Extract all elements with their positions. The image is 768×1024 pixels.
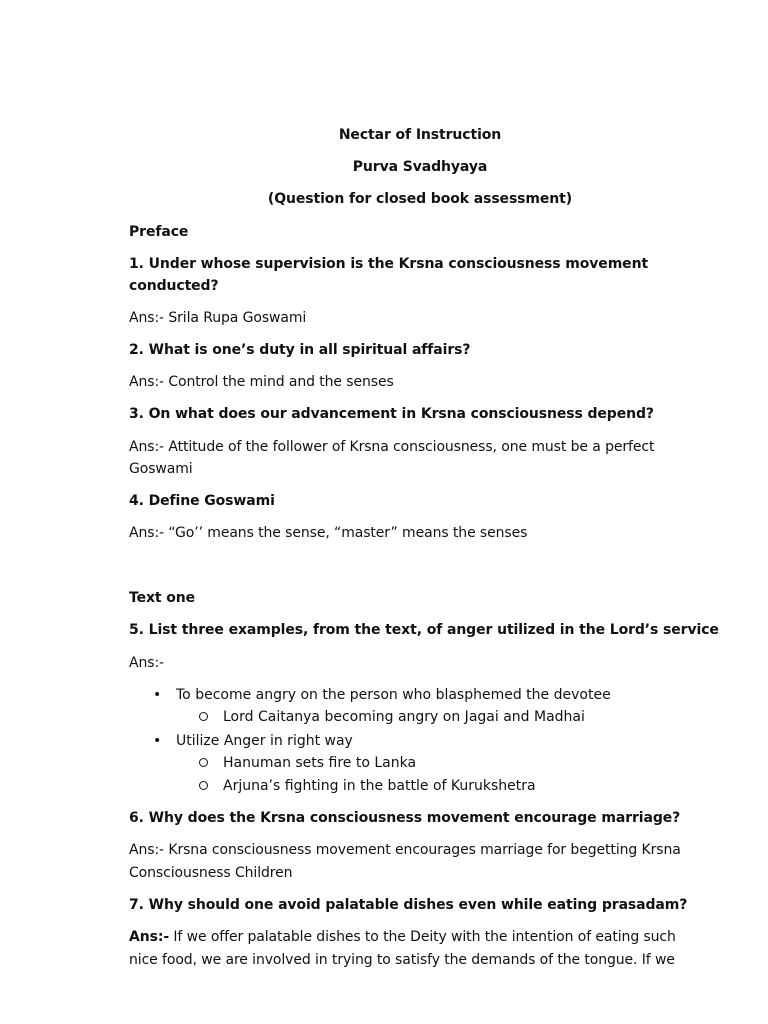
- answer-7-text: If we offer palatable dishes to the Deity with the intention of eating such: [169, 929, 676, 945]
- question-3: 3. On what does our advancement in Krsna consciousness depend?: [129, 406, 654, 422]
- question-1-line-1: 1. Under whose supervision is the Krsna consciousness movement: [129, 256, 649, 272]
- question-6: 6. Why does the Krsna consciousness movement encourage marriage?: [129, 810, 681, 826]
- list-item: Arjuna’s fighting in the battle of Kurukshetra: [223, 778, 536, 794]
- answer-2: Ans:- Control the mind and the senses: [129, 374, 394, 390]
- question-4: 4. Define Goswami: [129, 493, 275, 509]
- circle-bullet-icon: [199, 781, 208, 790]
- list-item: Utilize Anger in right way: [176, 733, 353, 749]
- answer-3-line-1: Ans:- Attitude of the follower of Krsna consciousness, one must be a perfect: [129, 439, 655, 455]
- answer-4: Ans:- “Go’’ means the sense, “master” means the senses: [129, 525, 528, 541]
- answer-1: Ans:- Srila Rupa Goswami: [129, 310, 307, 326]
- bullet-icon: •: [153, 733, 162, 749]
- document-note: (Question for closed book assessment): [267, 191, 573, 207]
- bullet-icon: •: [153, 687, 162, 703]
- answer-5-label: Ans:-: [129, 655, 165, 671]
- question-1-line-2: conducted?: [129, 278, 219, 294]
- document-title: Nectar of Instruction: [338, 127, 502, 143]
- section-heading-preface: Preface: [129, 224, 189, 240]
- answer-6-line-1: Ans:- Krsna consciousness movement encourages marriage for begetting Krsna: [129, 842, 681, 858]
- answer-7-line-2: nice food, we are involved in trying to satisfy the demands of the tongue. If we: [129, 952, 675, 968]
- question-7: 7. Why should one avoid palatable dishes even while eating prasadam?: [129, 897, 688, 913]
- answer-7-line-1: [129, 929, 676, 945]
- list-item: Lord Caitanya becoming angry on Jagai and Madhai: [223, 709, 585, 725]
- question-5: 5. List three examples, from the text, of anger utilized in the Lord’s service: [129, 622, 719, 638]
- circle-bullet-icon: [199, 758, 208, 767]
- answer-3-line-2: Goswami: [129, 461, 193, 477]
- list-item: To become angry on the person who blasphemed the devotee: [176, 687, 611, 703]
- circle-bullet-icon: [199, 712, 208, 721]
- answer-7-label: Ans:-: [129, 929, 170, 945]
- list-item: Hanuman sets fire to Lanka: [223, 755, 417, 771]
- question-2: 2. What is one’s duty in all spiritual affairs?: [129, 342, 471, 358]
- section-heading-text-one: Text one: [129, 590, 196, 606]
- answer-6-line-2: Consciousness Children: [129, 865, 293, 881]
- document-subtitle: Purva Svadhyaya: [352, 159, 488, 175]
